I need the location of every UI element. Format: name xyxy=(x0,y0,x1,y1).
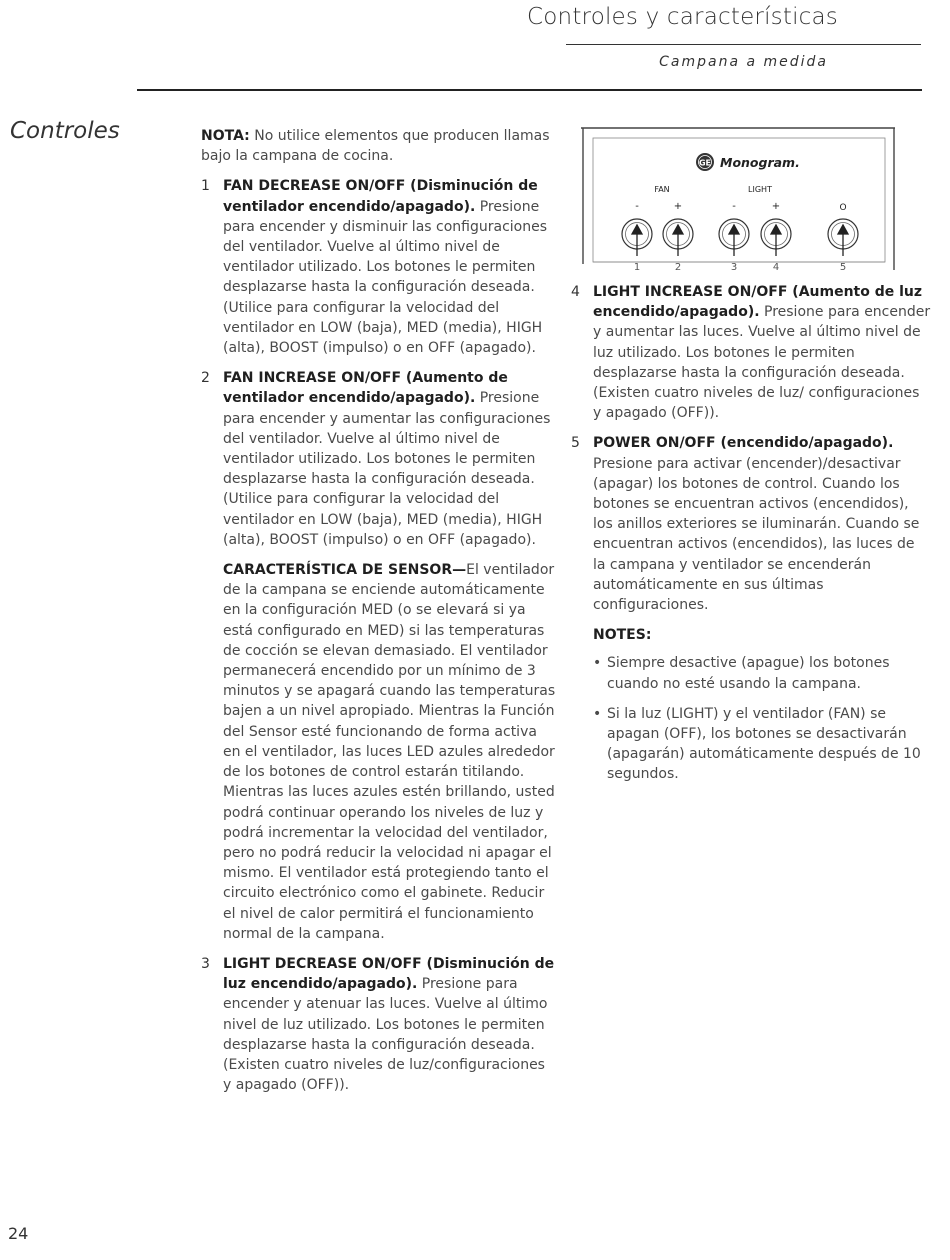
notes-title: NOTES: xyxy=(593,627,652,644)
item-body: Presione para activar (encender)/desactivar (apagar) los botones de control. Cuando los botones se encuentran activos (encendidos), los anillos exteriores se iluminarán. Cuando se encuentran activos (encendidos), las luces de la campana y ventilador se encenderán automáticamente en sus últimas configuraciones. xyxy=(593,455,920,614)
sensor-feature-body: El ventilador de la campana se enciende automáticamente en la configuración MED (o se elevará si ya está configurado en MED) si las temperaturas de cocción se elevan demasiado. El ventilador permanecerá encendido por un mínimo de 3 minutos y se apagará cuando las temperaturas bajen a un nivel apropiado. Mientras la Función del Sensor esté funcionando de forma activa en el ventilador, las luces LED azules alrededor de los botones de control estarán titilando. Mientras las luces azules estén brillando, usted podrá continuar operando los niveles de luz y podrá incrementar la velocidad del ventilador, pero no podrá reducir la velocidad ni apagar el mismo. El ventilador está protegiendo tanto el circuito electrónico como el gabinete. Reducir el nivel de calor permitirá el funcionamiento normal de la campana. xyxy=(223,562,556,942)
note-bullet: • Siempre desactive (apague) los botones cuando no esté usando la campana. xyxy=(571,653,931,693)
sensor-feature-paragraph xyxy=(223,560,557,944)
item-number: 1 xyxy=(201,178,210,195)
page-header-subtitle: Campana a medida xyxy=(659,54,828,70)
control-item-3 xyxy=(201,954,557,1095)
item-body: Presione para encender y aumentar las configuraciones del ventilador. Vuelve al último nivel de ventilador utilizado. Los botones le permiten desplazarse hasta la configuración deseada. (Utilice para configurar la velocidad del ventilador en LOW (baja), MED (media), HIGH (alta), BOOST (impulso) o en OFF (apagado). xyxy=(223,390,551,548)
item-heading: FAN DECREASE ON/OFF (Disminución de ventilador encendido/apagado). xyxy=(223,178,538,215)
light-plus-sign: + xyxy=(771,201,781,212)
note-bullet: • Si la luz (LIGHT) y el ventilador (FAN) se apagan (OFF), los botones se desactivarán (apagarán) automáticamente después de 10 segundos. xyxy=(571,704,931,785)
fan-minus-sign: - xyxy=(635,201,639,212)
left-column xyxy=(201,126,557,1105)
callout-4: 4 xyxy=(772,262,780,272)
callout-1: 1 xyxy=(633,262,641,272)
page-header-title: Controles y características xyxy=(527,4,838,30)
brand-name: Monogram. xyxy=(720,155,800,170)
power-symbol: O xyxy=(839,203,847,213)
item-heading: FAN INCREASE ON/OFF (Aumento de ventilador encendido/apagado). xyxy=(223,370,508,407)
fan-group-label: FAN xyxy=(654,185,670,194)
control-item-2 xyxy=(201,368,557,944)
item-number: 5 xyxy=(571,435,580,452)
control-item-1 xyxy=(201,176,557,358)
control-panel-diagram xyxy=(581,126,897,272)
item-number: 2 xyxy=(201,370,210,387)
item-heading: LIGHT INCREASE ON/OFF (Aumento de luz encendido/apagado). xyxy=(593,284,923,321)
nota-paragraph xyxy=(201,126,557,166)
callout-2: 2 xyxy=(674,262,682,272)
page-number: 24 xyxy=(8,1224,29,1243)
sensor-feature-heading: CARACTERÍSTICA DE SENSOR— xyxy=(223,562,467,579)
ge-logo-text: GE xyxy=(698,158,712,168)
section-title: Controles xyxy=(10,118,120,144)
control-panel-svg xyxy=(581,126,897,272)
nota-label: NOTA: xyxy=(201,128,250,144)
light-group-label: LIGHT xyxy=(748,185,772,194)
header-divider xyxy=(137,89,922,91)
ge-logo-icon xyxy=(696,153,714,171)
item-heading: POWER ON/OFF (encendido/apagado). xyxy=(593,435,894,452)
fan-plus-sign: + xyxy=(673,201,683,212)
item-number: 3 xyxy=(201,955,210,972)
callout-3: 3 xyxy=(730,262,738,272)
item-heading: LIGHT DECREASE ON/OFF (Disminución de luz encendido/apagado). xyxy=(223,955,555,993)
control-item-4 xyxy=(571,282,931,423)
light-minus-sign: - xyxy=(732,201,736,212)
item-number: 4 xyxy=(571,284,580,300)
right-column xyxy=(571,282,931,795)
callout-5: 5 xyxy=(839,262,847,272)
nota-text: No utilice elementos que producen llamas bajo la campana de cocina. xyxy=(201,128,550,165)
item-body: Presione para encender y atenuar las luces. Vuelve al último nivel de luz utilizado. Los botones le permiten desplazarse hasta la configuración deseada. (Existen cuatro niveles de luz/configuraciones y apagado (OFF)). xyxy=(223,976,548,1094)
item-body: Presione para encender y aumentar las luces. Vuelve al último nivel de luz utilizado. Los botones le permiten desplazarse hasta la configuración deseada. (Existen cuatro niveles de luz/ configuraciones y apagado (OFF)). xyxy=(593,304,931,422)
item-body: Presione para encender y disminuir las configuraciones del ventilador. Vuelve al último nivel de ventilador utilizado. Los botones le permiten desplazarse hasta la configuración deseada. (Utilice para configurar la velocidad del ventilador en LOW (baja), MED (media), HIGH (alta), BOOST (impulso) o en OFF (apagado). xyxy=(223,198,547,357)
control-item-5 xyxy=(571,433,931,615)
header-rule xyxy=(566,44,921,45)
